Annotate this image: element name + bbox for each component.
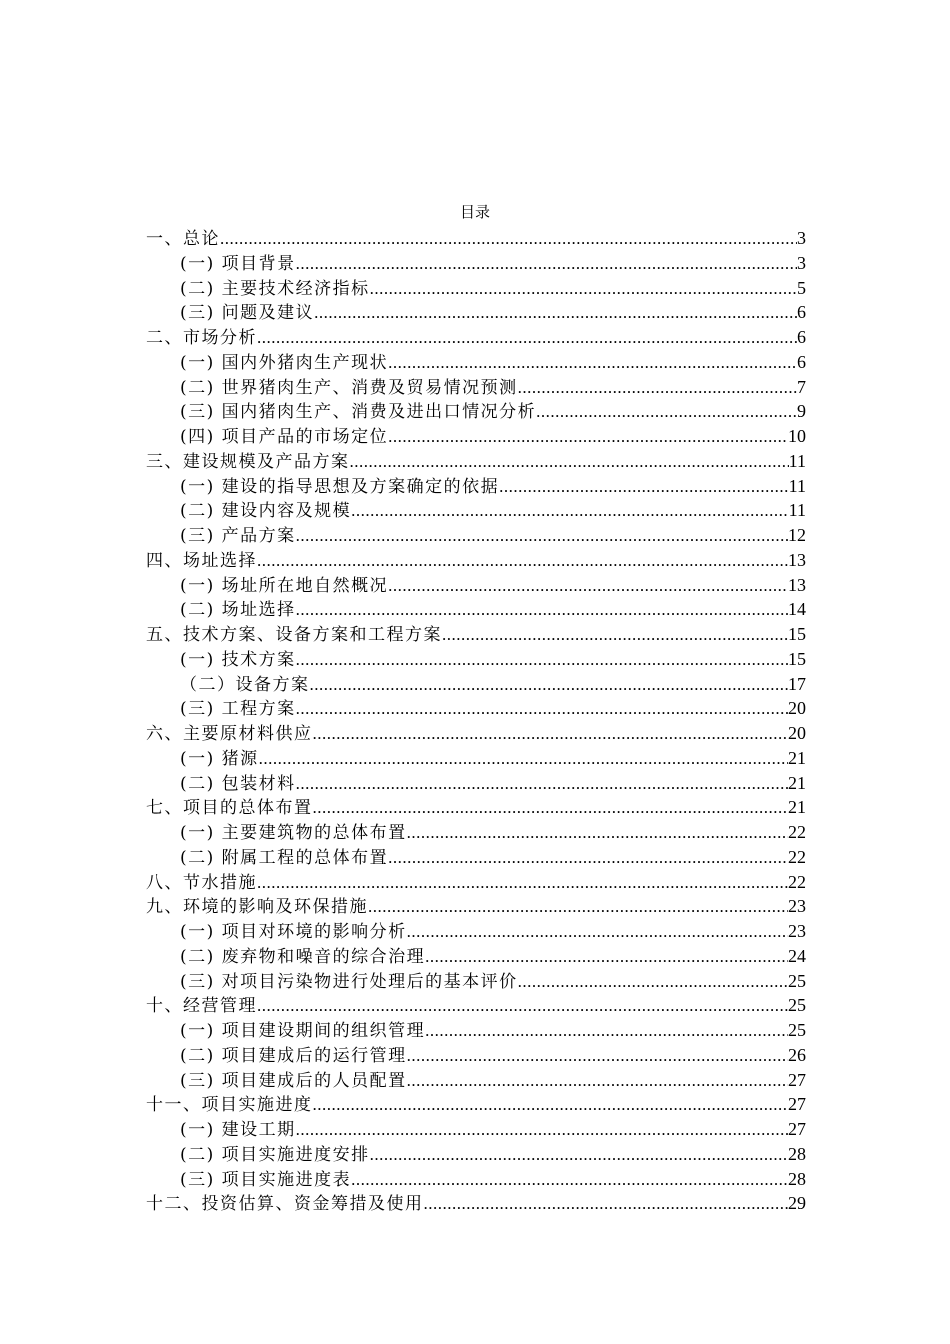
toc-dot-leader — [425, 1019, 788, 1044]
toc-page-number: 21 — [788, 797, 806, 818]
toc-page-number: 6 — [797, 302, 806, 323]
toc-entry-label: (一) 猪源 — [180, 748, 259, 769]
toc-entry-label: 十一、项目实施进度 — [146, 1095, 313, 1116]
toc-entry-label: 四、场址选择 — [146, 550, 257, 571]
toc-page-number: 22 — [788, 822, 806, 842]
toc-page-number: 20 — [788, 723, 806, 743]
toc-section-entry[interactable] — [146, 919, 806, 944]
toc-dot-leader — [368, 895, 788, 920]
toc-dot-leader — [257, 326, 797, 351]
toc-page-number: 21 — [788, 772, 806, 793]
toc-page-number: 3 — [797, 228, 806, 248]
toc-dot-leader — [296, 1118, 788, 1143]
toc-page-number: 11 — [788, 450, 806, 471]
toc-entry-label: (二) 世界猪肉生产、消费及贸易情况预测 — [180, 377, 518, 398]
toc-section-entry[interactable] — [146, 424, 806, 449]
toc-page-number: 17 — [788, 673, 806, 694]
toc-dot-leader — [388, 574, 788, 599]
toc-chapter-entry[interactable] — [146, 622, 806, 647]
toc-page-number: 23 — [788, 896, 806, 917]
toc-entry-label: (二) 建设内容及规模 — [180, 501, 352, 522]
toc-entry-label: 八、节水措施 — [146, 872, 257, 893]
toc-page-number: 14 — [788, 599, 806, 620]
toc-dot-leader — [388, 351, 797, 376]
toc-entry-label: (三) 项目建成后的人员配置 — [180, 1070, 407, 1091]
toc-dot-leader — [296, 772, 788, 797]
toc-chapter-entry[interactable] — [146, 226, 806, 251]
toc-dot-leader — [425, 945, 788, 970]
toc-entry-label: (一) 项目对环境的影响分析 — [180, 922, 407, 942]
toc-page-number: 28 — [788, 1168, 806, 1189]
toc-dot-leader — [424, 1192, 789, 1217]
toc-page-number: 27 — [788, 1119, 806, 1139]
toc-entry-label: 九、环境的影响及环保措施 — [146, 897, 368, 918]
toc-section-entry[interactable] — [146, 399, 806, 424]
toc-section-entry[interactable] — [146, 1142, 806, 1167]
toc-page-number: 26 — [788, 1044, 806, 1065]
toc-entry-label: (一) 场址所在地自然概况 — [180, 575, 389, 596]
toc-entry-label: (二) 主要技术经济指标 — [180, 278, 370, 299]
toc-dot-leader — [388, 846, 788, 871]
toc-entry-label: 十、经营管理 — [146, 996, 257, 1017]
toc-dot-leader — [310, 673, 789, 698]
toc-page-number: 27 — [788, 1094, 806, 1115]
toc-page-number: 20 — [788, 698, 806, 719]
toc-dot-leader — [257, 994, 788, 1019]
toc-section-entry[interactable] — [146, 771, 806, 796]
toc-page-number: 22 — [788, 871, 806, 892]
toc-section-entry[interactable] — [146, 672, 806, 697]
toc-entry-label: （二）设备方案 — [180, 674, 310, 695]
toc-entry-label: (一) 项目建设期间的组织管理 — [180, 1021, 426, 1041]
toc-chapter-entry[interactable] — [146, 870, 806, 895]
toc-page-number: 9 — [797, 401, 806, 422]
toc-section-entry[interactable] — [146, 573, 806, 598]
toc-section-entry[interactable] — [146, 300, 806, 325]
toc-dot-leader — [407, 821, 788, 846]
toc-dot-leader — [296, 648, 788, 673]
toc-entry-label: (一) 主要建筑物的总体布置 — [180, 823, 407, 843]
toc-page-number: 23 — [788, 921, 806, 941]
toc-chapter-entry[interactable] — [146, 894, 806, 919]
toc-chapter-entry[interactable] — [146, 325, 806, 350]
toc-dot-leader — [313, 722, 789, 747]
toc-dot-leader — [313, 1093, 789, 1118]
toc-dot-leader — [370, 1143, 788, 1168]
toc-entry-label: (四) 项目产品的市场定位 — [180, 427, 389, 447]
toc-page-number: 11 — [788, 475, 806, 496]
toc-dot-leader — [296, 252, 797, 277]
toc-chapter-entry[interactable] — [146, 1191, 806, 1216]
toc-chapter-entry[interactable] — [146, 993, 806, 1018]
toc-dot-leader — [518, 970, 788, 995]
toc-page-number: 21 — [788, 747, 806, 768]
toc-entry-label: (三) 问题及建议 — [180, 303, 315, 324]
toc-chapter-entry[interactable] — [146, 721, 806, 746]
toc-page-number: 7 — [797, 376, 806, 397]
toc-entry-label: 五、技术方案、设备方案和工程方案 — [146, 625, 442, 645]
toc-entry-label: (二) 场址选择 — [180, 600, 296, 621]
toc-page-number: 15 — [788, 648, 806, 669]
toc-chapter-entry[interactable] — [146, 1092, 806, 1117]
toc-chapter-entry[interactable] — [146, 795, 806, 820]
toc-dot-leader — [220, 227, 797, 252]
toc-dot-leader — [313, 796, 789, 821]
toc-section-entry[interactable] — [146, 1043, 806, 1068]
toc-entry-label: 六、主要原材料供应 — [146, 724, 313, 744]
toc-section-entry[interactable] — [146, 696, 806, 721]
toc-dot-leader — [351, 1168, 788, 1193]
toc-entry-label: (一) 技术方案 — [180, 649, 296, 670]
toc-entry-label: (一) 建设工期 — [180, 1120, 296, 1140]
toc-dot-leader — [296, 697, 788, 722]
toc-section-entry[interactable] — [146, 944, 806, 969]
toc-entry-label: (二) 包装材料 — [180, 773, 296, 794]
toc-dot-leader — [499, 475, 788, 500]
toc-page-number: 11 — [788, 500, 806, 521]
toc-page-number: 25 — [788, 970, 806, 991]
toc-entry-label: (一) 建设的指导思想及方案确定的依据 — [180, 476, 500, 497]
toc-section-entry[interactable] — [146, 1018, 806, 1043]
toc-page-number: 13 — [788, 574, 806, 595]
toc-section-entry[interactable] — [146, 1117, 806, 1142]
toc-entry-label: (二) 附属工程的总体布置 — [180, 847, 389, 868]
table-of-contents — [146, 226, 806, 1216]
toc-page-number: 5 — [797, 277, 806, 298]
toc-entry-label: (三) 对项目污染物进行处理后的基本评价 — [180, 971, 518, 992]
toc-dot-leader — [442, 623, 788, 648]
toc-page-number: 13 — [788, 549, 806, 570]
toc-dot-leader — [296, 598, 788, 623]
toc-section-entry[interactable] — [146, 350, 806, 375]
toc-page-number: 15 — [788, 624, 806, 644]
toc-section-entry[interactable] — [146, 375, 806, 400]
toc-dot-leader — [296, 524, 788, 549]
toc-page-number: 10 — [788, 426, 806, 446]
toc-section-entry[interactable] — [146, 251, 806, 276]
toc-entry-label: (三) 产品方案 — [180, 526, 296, 546]
toc-entry-label: 三、建设规模及产品方案 — [146, 451, 350, 472]
toc-section-entry[interactable] — [146, 597, 806, 622]
toc-page-number: 27 — [788, 1069, 806, 1090]
toc-section-entry[interactable] — [146, 820, 806, 845]
toc-dot-leader — [257, 871, 788, 896]
toc-entry-label: (二) 项目建成后的运行管理 — [180, 1045, 407, 1066]
toc-dot-leader — [370, 277, 797, 302]
toc-page-number: 24 — [788, 945, 806, 966]
toc-dot-leader — [257, 549, 788, 574]
toc-entry-label: 二、市场分析 — [146, 328, 257, 348]
toc-section-entry[interactable] — [146, 969, 806, 994]
toc-dot-leader — [407, 1044, 788, 1069]
toc-dot-leader — [388, 425, 788, 450]
toc-section-entry[interactable] — [146, 845, 806, 870]
toc-dot-leader — [407, 920, 788, 945]
toc-section-entry[interactable] — [146, 523, 806, 548]
toc-entry-label: (二) 项目实施进度安排 — [180, 1144, 370, 1165]
toc-section-entry[interactable] — [146, 1167, 806, 1192]
toc-dot-leader — [536, 400, 797, 425]
toc-entry-label: 十二、投资估算、资金筹措及使用 — [146, 1194, 424, 1215]
toc-entry-label: (三) 国内猪肉生产、消费及进出口情况分析 — [180, 402, 537, 423]
toc-section-entry[interactable] — [146, 276, 806, 301]
toc-dot-leader — [351, 499, 788, 524]
toc-entry-label: 七、项目的总体布置 — [146, 798, 313, 819]
toc-section-entry[interactable] — [146, 474, 806, 499]
toc-dot-leader — [407, 1069, 788, 1094]
toc-title: 目录 — [459, 203, 490, 221]
toc-dot-leader — [259, 747, 788, 772]
toc-section-entry[interactable] — [146, 746, 806, 771]
toc-dot-leader — [314, 301, 797, 326]
toc-page-number: 3 — [797, 252, 806, 273]
toc-page-number: 25 — [788, 1020, 806, 1040]
toc-page-number: 6 — [797, 327, 806, 347]
toc-page-number: 12 — [788, 525, 806, 545]
toc-chapter-entry[interactable] — [146, 548, 806, 573]
toc-section-entry[interactable] — [146, 647, 806, 672]
toc-page-number: 29 — [788, 1193, 806, 1214]
toc-entry-label: 一、总论 — [146, 229, 220, 249]
toc-dot-leader — [350, 450, 789, 475]
toc-dot-leader — [518, 376, 797, 401]
toc-entry-label: (一) 项目背景 — [180, 253, 296, 274]
toc-section-entry[interactable] — [146, 1068, 806, 1093]
toc-entry-label: (一) 国内外猪肉生产现状 — [180, 352, 389, 373]
toc-entry-label: (三) 工程方案 — [180, 699, 296, 720]
toc-entry-label: (二) 废弃物和噪音的综合治理 — [180, 946, 426, 967]
toc-section-entry[interactable] — [146, 498, 806, 523]
toc-page-number: 6 — [797, 351, 806, 372]
toc-page-number: 25 — [788, 995, 806, 1016]
toc-page-number: 28 — [788, 1143, 806, 1164]
toc-chapter-entry[interactable] — [146, 449, 806, 474]
toc-page-number: 22 — [788, 846, 806, 867]
toc-entry-label: (三) 项目实施进度表 — [180, 1169, 352, 1190]
